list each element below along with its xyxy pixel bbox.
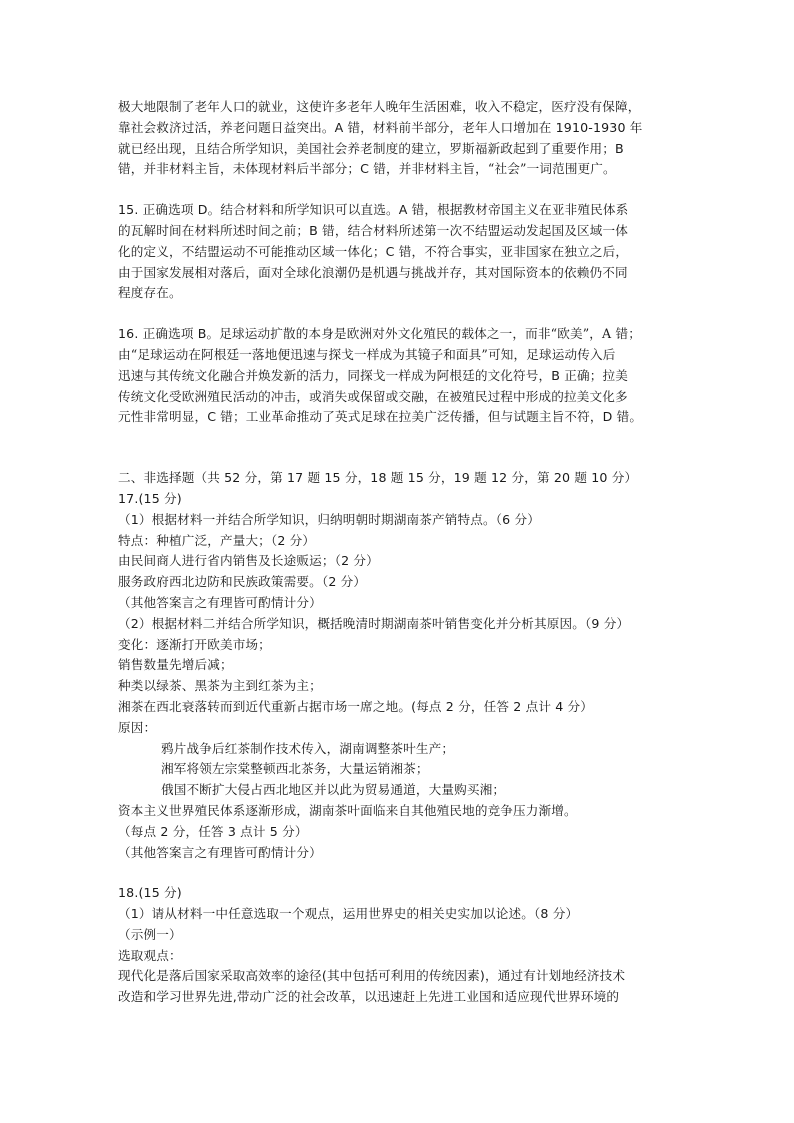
answer-key-content: [118, 97, 678, 1008]
text-line: [118, 324, 678, 345]
sub-question: （1）请从材料一中任意选取一个观点，运用世界史的相关史实加以论述。（8 分）: [118, 906, 579, 922]
answer-line: 湘军将领左宗棠整顿西北茶务，大量运销湘茶；: [161, 761, 429, 777]
q16-explanation: [118, 324, 678, 428]
text-line: 的瓦解时间在材料所述时间之前；B 错，结合材料所述第一次不结盟运动发起国及区域一体: [118, 222, 628, 238]
quoted-text: “社会”一词范围更广。: [487, 161, 616, 177]
text-line: 靠社会救济过活，养老问题日益突出。A 错，材料前半部分，老年人口增加在 1910-1930 年: [118, 119, 643, 135]
text-line: 15. 正确选项 D。结合材料和所学知识可以直选。A 错，根据教材帝国主义在亚非殖民体系: [118, 202, 629, 218]
q14-explanation: [118, 97, 678, 180]
q15-explanation: [118, 200, 678, 304]
text-line: 程度存在。: [118, 285, 182, 301]
section-heading: 二、非选择题（共 52 分，第 17 题 15 分，18 题 15 分，19 题 12 分，第 20 题 10 分）: [118, 470, 638, 486]
answer-line: 由民间商人进行省内销售及长途贩运；（2 分）: [118, 553, 379, 569]
answer-line: 种类以绿茶、黑茶为主到红茶为主；: [118, 678, 322, 694]
text-line: 迅速与其传统文化融合并焕发新的活力，同探戈一样成为阿根廷的文化符号，B 正确；拉美: [118, 367, 628, 383]
quoted-text: “足球运动在阿根廷一落地便迅速与探戈一样成为其镜子和面具”: [130, 346, 489, 362]
answer-line: 改造和学习世界先进,带动广泛的社会改革，以迅速赶上先进工业国和适应现代世界环境的: [118, 989, 620, 1005]
scoring-note: （每点 2 分，任答 3 点计 5 分）: [118, 823, 308, 839]
answer-line: 服务政府西北边防和民族政策需要。（2 分）: [118, 574, 367, 590]
answer-line: 选取观点：: [118, 947, 182, 963]
q17-answer: [118, 489, 678, 863]
text-run: 错，并非材料主旨，未体现材料后半部分；C 错，并非材料主旨，: [118, 161, 488, 177]
question-title: 17.(15 分): [118, 490, 182, 506]
answer-line: 湘茶在西北衰落转而到近代重新占据市场一席之地。(每点 2 分，任答 2 点计 4 分）: [118, 698, 594, 714]
quoted-text: “欧美”，A 错；: [550, 326, 641, 342]
answer-line: 现代化是落后国家采取高效率的途径(其中包括可利用的传统因素)，通过有计划地经济技术: [118, 968, 626, 984]
text-run: 由: [118, 346, 131, 362]
sub-question: （1）根据材料一并结合所学知识，归纳明朝时期湖南茶产销特点。（6 分）: [118, 511, 540, 527]
example-label: （示例一）: [118, 926, 182, 942]
text-line: [118, 159, 678, 180]
answer-line: 鸦片战争后红茶制作技术传入，湖南调整茶叶生产；: [161, 740, 455, 756]
q18-answer: [118, 883, 678, 1008]
question-title: 18.(15 分): [118, 885, 182, 901]
scoring-note: （其他答案言之有理皆可酌情计分）: [118, 844, 322, 860]
text-line: 元性非常明显，C 错；工业革命推动了英式足球在拉美广泛传播，但与试题主旨不符，D 错。: [118, 409, 643, 425]
text-line: 就已经出现，且结合所学知识，美国社会养老制度的建立，罗斯福新政起到了重要作用；B: [118, 140, 624, 156]
answer-line: 特点：种植广泛，产量大；（2 分）: [118, 532, 316, 548]
text-run: 16. 正确选项 B。足球运动扩散的本身是欧洲对外文化殖民的载体之一，而非: [118, 326, 551, 342]
text-line: 传统文化受欧洲殖民活动的冲击，或消失或保留或交融，在被殖民过程中形成的拉美文化多: [118, 388, 628, 404]
text-line: [118, 345, 678, 366]
answer-line: 原因：: [118, 719, 157, 735]
text-run: 可知，足球运动传入后: [488, 346, 616, 362]
answer-line: 俄国不断扩大侵占西北地区并以此为贸易通道，大量购买湘；: [161, 782, 506, 798]
text-line: 极大地限制了老年人口的就业，这使许多老年人晚年生活困难，收入不稳定，医疗没有保障，: [118, 99, 641, 114]
part2-section: [118, 468, 678, 1008]
answer-line: 销售数量先增后减；: [118, 657, 233, 673]
answer-line: 变化：逐渐打开欧美市场；: [118, 636, 271, 652]
sub-question: （2）根据材料二并结合所学知识，概括晚清时期湖南茶叶销售变化并分析其原因。（9 分）: [118, 615, 630, 631]
text-line: 由于国家发展相对落后，面对全球化浪潮仍是机遇与挑战并存，其对国际资本的依赖仍不同: [118, 264, 628, 280]
scoring-note: （其他答案言之有理皆可酌情计分）: [118, 594, 322, 610]
text-line: 化的定义，不结盟运动不可能推动区域一体化；C 错，不符合事实，亚非国家在独立之后，: [118, 243, 629, 259]
answer-line: 资本主义世界殖民体系逐渐形成，湖南茶叶面临来自其他殖民地的竞争压力渐增。: [118, 802, 577, 818]
